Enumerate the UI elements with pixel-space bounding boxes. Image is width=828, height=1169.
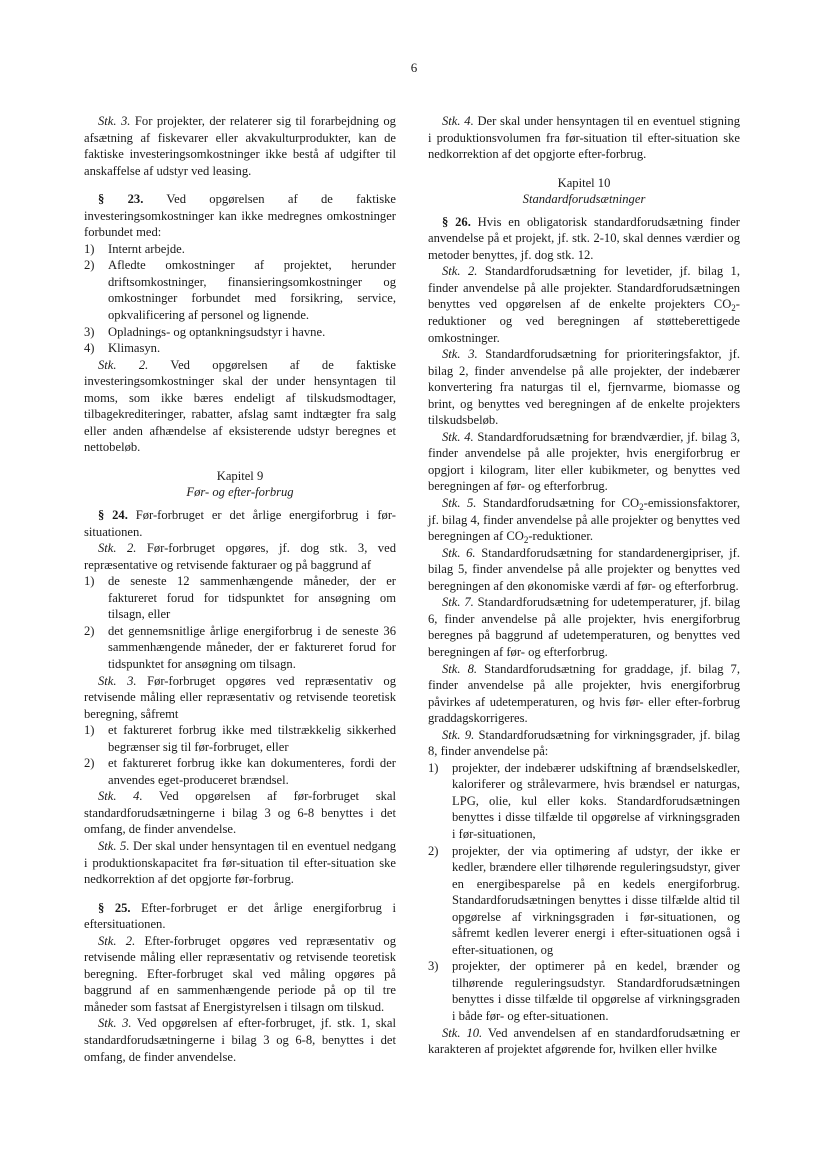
list-item: 3) Opladnings- og optankningsudstyr i havne. [84, 324, 326, 339]
s25-stk2: Stk. 2. Efter-forbruget opgøres ved repræsentativ og retvisende måling eller repræsentativ og retvisende teoretisk beregning. Efter-forbruget skal ved måling opgøres på baggrund af en sammenhængende periode på op til tre måneder som fastsat af Energistyrelsen i tilsagn om tilskud. [84, 933, 396, 1014]
s26-stk6: Stk. 6. Standardforudsætning for standardenergipriser, jf. bilag 5, finder anvendelse på alle projekter og benyttes ved beregningen af den økonomiske værdi af før- og efterforbrug. [428, 545, 740, 593]
list-item: 3) projekter, der optimerer på en kedel, brænder og tilhørende reguleringsudstyr. Standardforudsætningen benyttes i disse tilfælde til opgørelse af virkningsgraden i både før- og efter-situationen. [428, 959, 740, 1023]
s23-stk2: Stk. 2. Ved opgørelsen af de faktiske investeringsomkostninger skal der under hensyntagen til moms, som ikke bæres endeligt af tilskudsmodtager, tilbagekrediteringer, rabatter, afslag samt indtægter fra salg eller anden afhændelse af eksisterende udstyr beregnes et nettobeløb. [84, 357, 396, 455]
right-column [428, 113, 740, 1058]
list-item: 2) det gennemsnitlige årlige energiforbrug i de seneste 36 sammenhængende måneder, der er faktureret forud for tidspunktet for ansøgning om tilsagn. [84, 623, 396, 671]
s25: § 25. Efter-forbruget er det årlige energiforbrug i eftersituationen. [84, 900, 397, 932]
chapter-title: Standardforudsætninger [522, 192, 646, 207]
list-item: 2) Afledte omkostninger af projektet, herunder driftsomkostninger, finansieringsomkostninger og omkostninger forbundet med forsikring, service, opkvalificering af personel og lignende. [84, 258, 396, 323]
s23: § 23. Ved opgørelsen af de faktiske investeringsomkostninger kan ikke medregnes omkostninger forbundet med: [84, 192, 396, 240]
s26-stk5: Stk. 5. Standardforudsætning for $CO_2$-emissionsfaktorer, jf. bilag 4, finder anvendelse på alle projekter og benyttes ved beregningen af $CO_2$-reduktioner. [428, 496, 740, 546]
s24-stk3: Stk. 3. Før-forbruget opgøres ved repræsentativ og retvisende måling eller repræsentativ og retvisende teoretisk beregning, såfremt [84, 673, 397, 721]
chapter-heading: Kapitel 9 [216, 468, 264, 483]
s25-stk3: Stk. 3. Ved opgørelsen af efter-forbruget, jf. stk. 1, skal standardforudsætningerne i bilag 3 og 6-8, benyttes i det omfang, de finder anvendelse. [84, 1016, 396, 1064]
s22-stk3: Stk. 3. For projekter, der relaterer sig til forarbejdning og afsætning af fiskevarer eller akvakulturprodukter, kan de faktiske investeringsomkostninger ikke bestå af udgifter til anskaffelse af udstyr ved leasing. [84, 114, 396, 178]
s26-stk3: Stk. 3. Standardforudsætning for prioriteringsfaktor, jf. bilag 2, finder anvendelse på alle projekter, der indebærer konvertering fra naturgas til el, fjernvarme, biomasse og brint, og benyttes ved beregningen af de enkelte projekters tilskudsbeløb. [428, 347, 740, 428]
list-item: 2) et faktureret forbrug ikke kan dokumenteres, fordi der anvendes eget-produceret brændsel. [84, 756, 396, 787]
s26-stk8: Stk. 8. Standardforudsætning for graddage, jf. bilag 7, finder anvendelse på alle projekter, hvis energiforbrug påvirkes af udetemperaturen, og hvis før- eller efter-forbrug graddagskorrigeres. [428, 661, 740, 726]
s24-stk2: Stk. 2. Før-forbruget opgøres, jf. dog stk. 3, ved repræsentative og retvisende fakturaer og på baggrund af [84, 541, 396, 572]
list-item: 1) Internt arbejde. [84, 241, 185, 256]
page-number: 6 [410, 60, 418, 75]
s26-stk2: Stk. 2. Standardforudsætning for levetider, jf. bilag 1, finder anvendelse på alle projekter. Standardforudsætningen benyttes ved opgørelsen af de enkelte projekters $CO_2$-reduktioner og ved beregningen af støtteberettigede omkostninger. [428, 264, 740, 345]
s26-stk9: Stk. 9. Standardforudsætning for virkningsgrader, jf. bilag 8, finder anvendelse på: [428, 727, 740, 759]
left-column [84, 113, 396, 1065]
list-item: 2) projekter, der via optimering af udstyr, der ikke er kedler, brændere eller tilhørende reguleringsudstyr, giver en energibesparelse på en kedels energiforbrug. Standardforudsætningen benyttes i disse tilfælde altid til opgørelse af virkningsgraden i før-situationen, og såfremt kedlen leverer energi i efter-situationen også i efter-situationen, og [428, 843, 740, 957]
s24: § 24. Før-forbruget er det årlige energiforbrug i før-situationen. [84, 508, 396, 539]
s24-stk4: Stk. 4. Ved opgørelsen af før-forbruget skal standardforudsætningerne i bilag 3 og 6-8 benyttes i det omfang, de finder anvendelse. [84, 789, 396, 837]
list-item: 1) et faktureret forbrug ikke med tilstrækkelig sikkerhed begrænser sig til før-forbruget, eller [84, 723, 396, 754]
list-item: 1) projekter, der indebærer udskiftning af brændselskedler, kaloriferer og strålevarmere, hvis brændsel er naturgas, LPG, olie, kul eller koks. Standardforudsætningen benyttes i disse tilfælde til opgørelse af virkningsgraden i før-situationen, [428, 760, 740, 841]
s26-stk10: Stk. 10. Ved anvendelsen af en standardforudsætning er karakteren af projektet afgørende for, hvilken eller hvilke [428, 1025, 740, 1057]
s25-stk4: Stk. 4. Der skal under hensyntagen til en eventuel stigning i produktionsvolumen fra før-situation til efter-situation ske nedkorrektion af det opgjorte efter-forbrug. [428, 114, 740, 162]
list-item: 4) Klimasyn. [84, 341, 161, 356]
s24-stk5: Stk. 5. Der skal under hensyntagen til en eventuel nedgang i produktionskapacitet fra før-situation til efter-situation ske nedkorrektion af det opgjorte før-forbrug. [84, 838, 396, 887]
s26: § 26. Hvis en obligatorisk standardforudsætning finder anvendelse på et projekt, jf. stk. 2-10, skal dennes værdier og metoder benyttes, jf. dog stk. 12. [428, 214, 740, 262]
s26-stk7: Stk. 7. Standardforudsætning for udetemperaturer, jf. bilag 6, finder anvendelse på alle projekter, hvis energiforbrug beregnes på baggrund af udetemperaturen, og benyttes ved beregningen af før- og efterforbrug. [428, 595, 740, 659]
chapter-heading: Kapitel 10 [557, 175, 611, 190]
chapter-title: Før- og efter-forbrug [186, 485, 294, 500]
list-item: 1) de seneste 12 sammenhængende måneder, der er faktureret forud for tidspunktet for ansøgning om tilsagn, eller [84, 574, 396, 622]
s26-stk4: Stk. 4. Standardforudsætning for brændværdier, jf. bilag 3, finder anvendelse på alle projekter, hvis energiforbrug er opgjort i kilogram, liter eller kubikmeter, og benyttes ved beregningen af før- og efterforbrug. [428, 429, 740, 494]
